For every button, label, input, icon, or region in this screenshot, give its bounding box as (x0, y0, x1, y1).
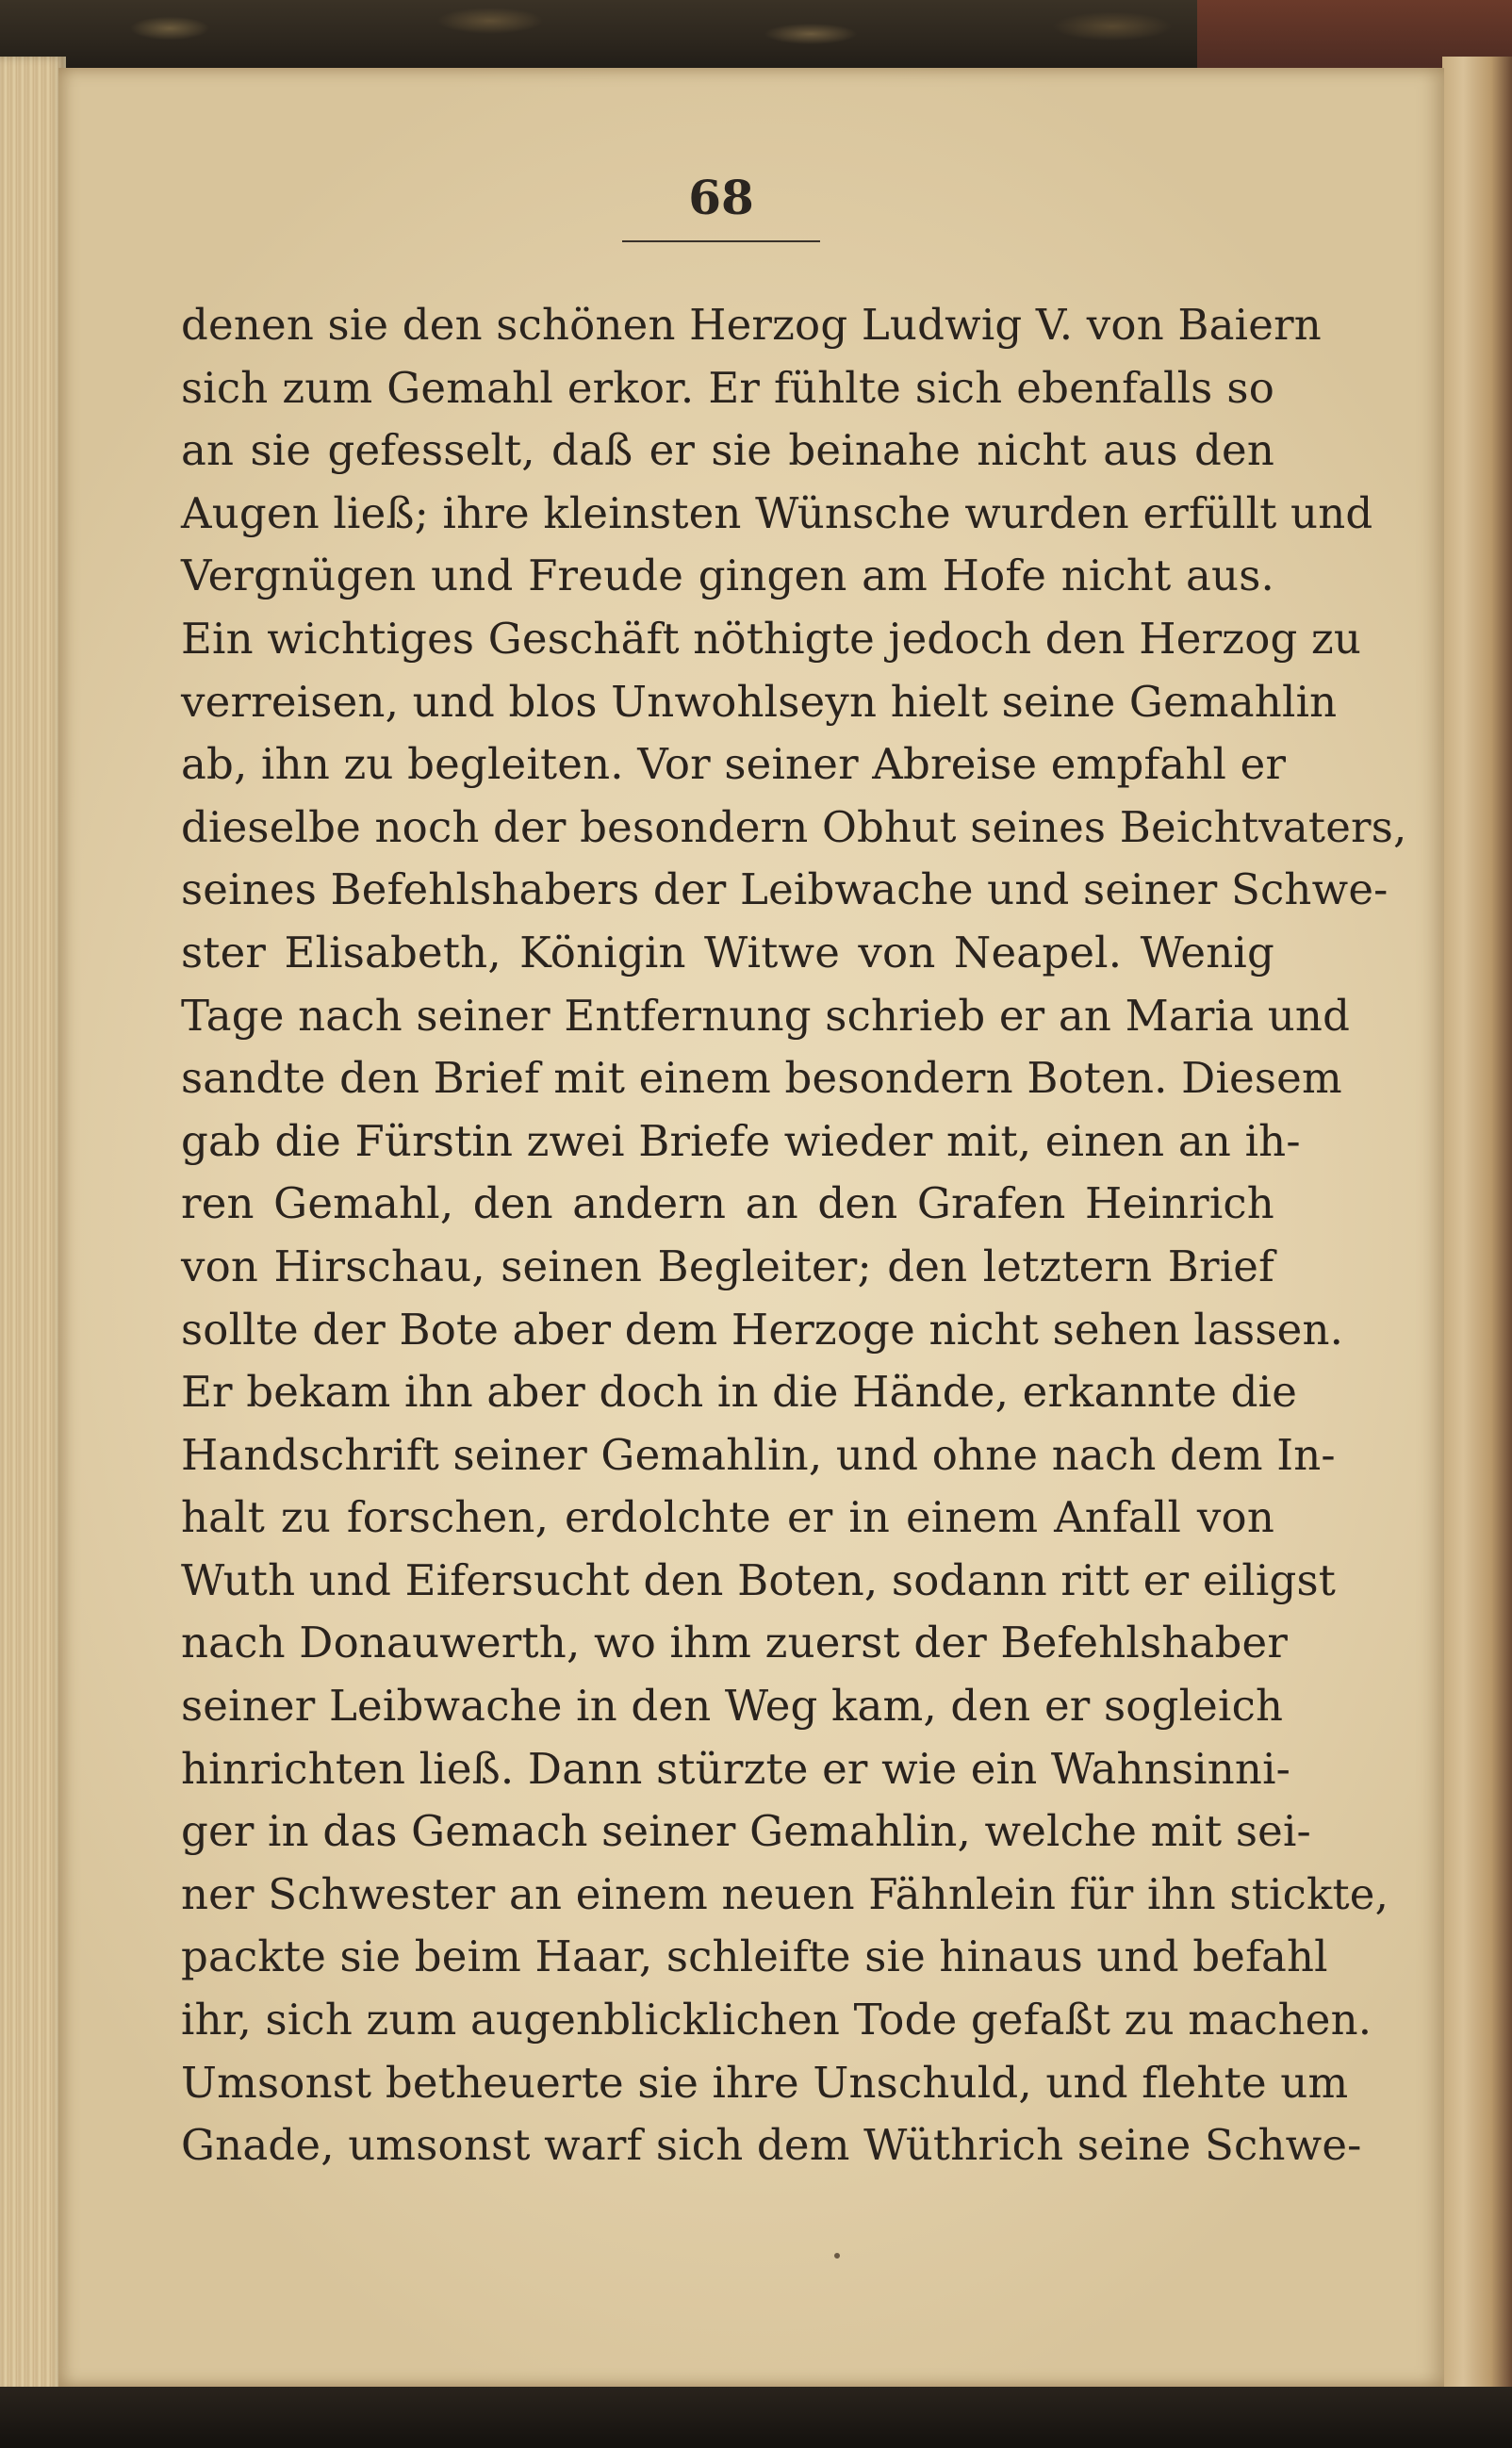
text-line: sandte den Brief mit einem besondern Boten. Diesem (181, 1053, 1342, 1104)
text-line: Wuth und Eifersucht den Boten, sodann ritt er eiligst (181, 1554, 1337, 1605)
text-line: verreisen, und blos Unwohlseyn hielt seine Gemahlin (181, 676, 1338, 727)
text-line: Augen ließ; ihre kleinsten Wünsche wurden erfüllt und (181, 487, 1373, 538)
text-line: hinrichten ließ. Dann stürzte er wie ein Wahnsinni- (181, 1743, 1291, 1794)
text-line: Gnade, umsonst warf sich dem Wüthrich seine Schwe- (181, 2120, 1362, 2171)
text-line: seiner Leibwache in den Weg kam, den er sogleich (181, 1681, 1284, 1732)
text-line: von Hirschau, seinen Begleiter; den letztern Brief (181, 1240, 1274, 1291)
text-line: sollte der Bote aber dem Herzoge nicht sehen lassen. (181, 1304, 1344, 1355)
paper-speck (834, 2253, 840, 2259)
text-line: Er bekam ihn aber doch in die Hände, erkannte die (181, 1367, 1298, 1418)
text-line: ren Gemahl, den andern an den Grafen Heinrich (181, 1178, 1274, 1229)
text-line: packte sie beim Haar, schleifte sie hinaus und befahl (181, 1931, 1328, 1982)
page-number: 68 (688, 170, 754, 225)
text-line: gab die Fürstin zwei Briefe wieder mit, einen an ih- (181, 1115, 1301, 1166)
text-line: Umsonst betheuerte sie ihre Unschuld, und flehte um (181, 2057, 1349, 2108)
text-line: dieselbe noch der besondern Obhut seines Beichtvaters, (181, 801, 1407, 852)
text-line: nach Donauwerth, wo ihm zuerst der Befehlshaber (181, 1618, 1289, 1668)
body-text (181, 294, 1407, 2177)
text-line: Handschrift seiner Gemahlin, und ohne nach dem In- (181, 1429, 1336, 1480)
text-line: ner Schwester an einem neuen Fähnlein für ihn stickte, (181, 1868, 1389, 1919)
text-line: sich zum Gemahl erkor. Er fühlte sich ebenfalls so (181, 362, 1274, 413)
text-line: Ein wichtiges Geschäft nöthigte jedoch den Herzog zu (181, 613, 1362, 664)
text-line: an sie gefesselt, daß er sie beinahe nicht aus den (181, 425, 1274, 476)
page-number-rule (622, 240, 820, 242)
book-cover-bottom (0, 2387, 1512, 2448)
text-line: ab, ihn zu begleiten. Vor seiner Abreise empfahl er (181, 739, 1287, 790)
text-line: seines Befehlshabers der Leibwache und seiner Schwe- (181, 864, 1389, 915)
text-line: halt zu forschen, erdolchte er in einem Anfall von (181, 1492, 1274, 1543)
text-line: Tage nach seiner Entfernung schrieb er an Maria und (181, 990, 1351, 1041)
text-line: ster Elisabeth, Königin Witwe von Neapel. Wenig (181, 927, 1274, 978)
text-line: denen sie den schönen Herzog Ludwig V. von Baiern (181, 300, 1322, 350)
text-line: ihr, sich zum augenblicklichen Tode gefaßt zu machen. (181, 1995, 1372, 2045)
text-line: Vergnügen und Freude gingen am Hofe nicht aus. (181, 550, 1274, 601)
book-edge-right (1442, 57, 1512, 2394)
page-edges-left (0, 57, 66, 2394)
text-line: ger in das Gemach seiner Gemahlin, welche mit sei- (181, 1806, 1311, 1857)
